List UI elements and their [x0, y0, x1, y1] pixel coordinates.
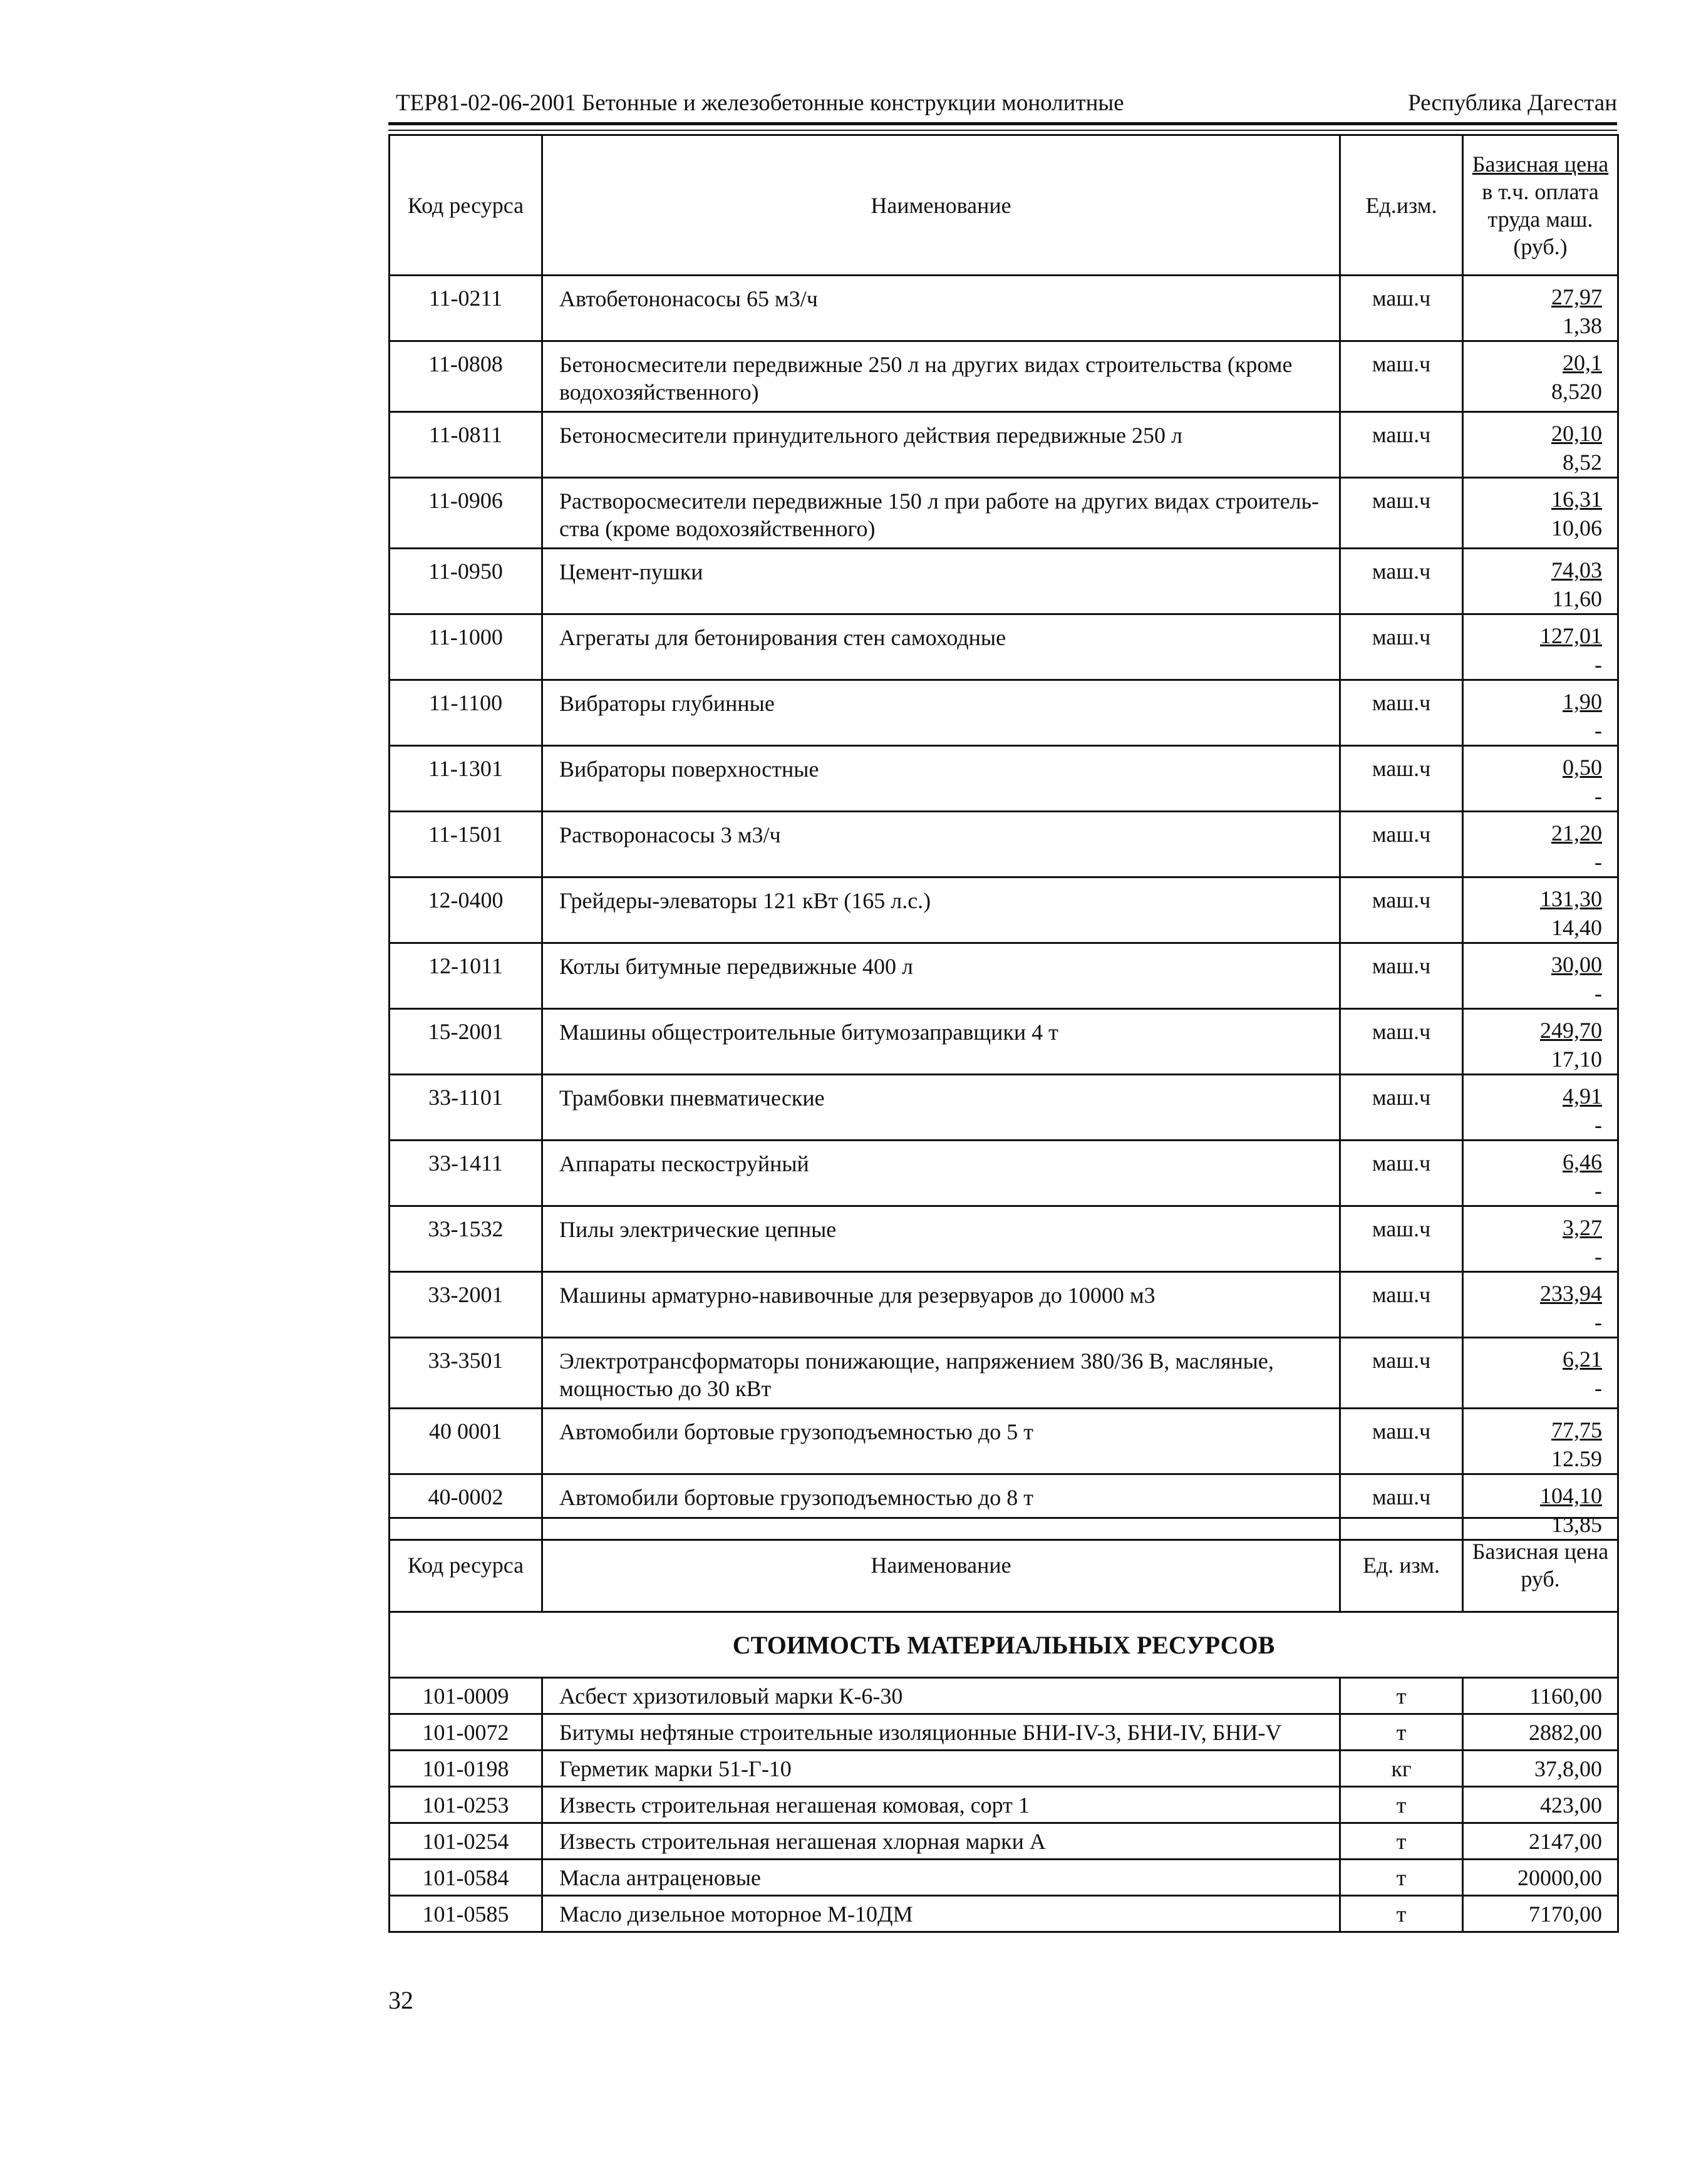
resource-price-cell: [1463, 341, 1618, 412]
resource-price-cell: [1463, 812, 1618, 877]
column-header-name: Наименование: [542, 135, 1340, 276]
resource-code: 40-0002: [390, 1474, 542, 1540]
resource-code: 33-2001: [390, 1272, 542, 1338]
base-price: 0,50: [1563, 755, 1602, 780]
resource-name: Машины общестроительные битумозаправщики 4 т: [542, 1009, 1340, 1075]
operator-wage: 8,520: [1551, 379, 1602, 404]
resource-code: 11-0811: [390, 412, 542, 478]
resource-name: Растворосмесители передвижные 150 л при работе на других видах строитель-ства (кроме водохозяйственного): [542, 478, 1340, 549]
resource-unit: маш.ч: [1340, 549, 1463, 614]
resource-unit: т: [1340, 1823, 1463, 1860]
price-header-line1: Базисная цена: [1472, 1538, 1609, 1564]
resource-name: Вибраторы глубинные: [542, 680, 1340, 746]
column-header-code: Код ресурса: [390, 1518, 542, 1612]
resource-unit: маш.ч: [1340, 614, 1463, 680]
resource-unit: маш.ч: [1340, 943, 1463, 1009]
resource-name: Известь строительная негашеная хлорная марки А: [542, 1823, 1340, 1860]
operator-wage: -: [1595, 849, 1602, 874]
resource-name: Аппараты пескоструйный: [542, 1141, 1340, 1206]
resource-price-cell: [1463, 1409, 1618, 1474]
resource-price-cell: [1463, 549, 1618, 614]
base-price: 127,01: [1540, 623, 1602, 648]
resource-price: 2882,00: [1463, 1714, 1618, 1751]
resource-code: 11-0950: [390, 549, 542, 614]
operator-wage: 10,06: [1551, 515, 1602, 541]
resource-code: 33-1411: [390, 1141, 542, 1206]
base-price: 6,46: [1563, 1149, 1602, 1174]
operator-wage: -: [1595, 1112, 1602, 1137]
resource-code: 101-0254: [390, 1823, 542, 1860]
document-title: ТЕР81-02-06-2001 Бетонные и железобетонные конструкции монолитные: [396, 90, 1124, 116]
resource-code: 11-1301: [390, 746, 542, 812]
base-price: 1,90: [1563, 689, 1602, 714]
resource-unit: маш.ч: [1340, 1141, 1463, 1206]
resource-code: 101-0253: [390, 1787, 542, 1823]
table-row: [390, 746, 1618, 812]
operator-wage: 13,85: [1551, 1512, 1602, 1537]
table-row: [390, 1141, 1618, 1206]
table-row: [390, 1823, 1618, 1860]
table-row: [390, 1714, 1618, 1751]
resource-price-cell: [1463, 1272, 1618, 1338]
materials-table: [388, 1517, 1619, 1933]
base-price: 249,70: [1540, 1018, 1602, 1043]
table-row: [390, 1075, 1618, 1141]
resource-price-cell: [1463, 1009, 1618, 1075]
base-price: 27,97: [1551, 284, 1602, 309]
price-header-line4: (руб.): [1513, 234, 1568, 259]
page-number: 32: [388, 1986, 413, 2014]
base-price: 3,27: [1563, 1215, 1602, 1240]
resource-unit: маш.ч: [1340, 877, 1463, 943]
base-price: 233,94: [1540, 1281, 1602, 1306]
resource-unit: т: [1340, 1860, 1463, 1896]
materials-header-row: [390, 1518, 1618, 1612]
resource-name: Растворонасосы 3 м3/ч: [542, 812, 1340, 877]
resource-name: Цемент-пушки: [542, 549, 1340, 614]
resource-price-cell: [1463, 412, 1618, 478]
table-row: [390, 1338, 1618, 1409]
region-name: Республика Дагестан: [1408, 90, 1617, 116]
table-row: [390, 1860, 1618, 1896]
table-row: [390, 341, 1618, 412]
resource-unit: маш.ч: [1340, 1009, 1463, 1075]
resource-price-cell: [1463, 877, 1618, 943]
table-row: [390, 1896, 1618, 1932]
resource-code: 11-0808: [390, 341, 542, 412]
resource-name: Бетоносмесители принудительного действия передвижные 250 л: [542, 412, 1340, 478]
header-rule-thin: [388, 130, 1617, 131]
resource-price: 423,00: [1463, 1787, 1618, 1823]
operator-wage: -: [1595, 652, 1602, 677]
resource-name: Электротрансформаторы понижающие, напряжением 380/36 В, масляные, мощностью до 30 кВт: [542, 1338, 1340, 1409]
base-price: 6,21: [1563, 1347, 1602, 1372]
table-row: [390, 1206, 1618, 1272]
base-price: 131,30: [1540, 886, 1602, 911]
resource-price: 20000,00: [1463, 1860, 1618, 1896]
resource-price: 37,8,00: [1463, 1751, 1618, 1787]
resource-name: Масла антраценовые: [542, 1860, 1340, 1896]
resource-name: Трамбовки пневматические: [542, 1075, 1340, 1141]
resource-unit: маш.ч: [1340, 341, 1463, 412]
table-row: [390, 1787, 1618, 1823]
column-header-name: Наименование: [542, 1518, 1340, 1612]
price-header-line2: руб.: [1521, 1566, 1560, 1591]
resource-unit: маш.ч: [1340, 746, 1463, 812]
resource-name: Асбест хризотиловый марки К-6-30: [542, 1678, 1340, 1714]
resource-name: Масло дизельное моторное М-10ДМ: [542, 1896, 1340, 1932]
resource-unit: маш.ч: [1340, 478, 1463, 549]
resource-price-cell: [1463, 943, 1618, 1009]
table-row: [390, 812, 1618, 877]
base-price: 74,03: [1551, 557, 1602, 582]
resource-code: 11-0906: [390, 478, 542, 549]
resource-price-cell: [1463, 680, 1618, 746]
table-row: [390, 478, 1618, 549]
header-rule: [388, 122, 1617, 125]
resource-code: 15-2001: [390, 1009, 542, 1075]
column-header-price: [1463, 135, 1618, 276]
column-header-price: [1463, 1518, 1618, 1612]
resource-name: Герметик марки 51-Г-10: [542, 1751, 1340, 1787]
resource-unit: маш.ч: [1340, 1409, 1463, 1474]
resource-unit: т: [1340, 1787, 1463, 1823]
resource-code: 101-0198: [390, 1751, 542, 1787]
resource-price: 1160,00: [1463, 1678, 1618, 1714]
resource-price-cell: [1463, 478, 1618, 549]
operator-wage: -: [1595, 718, 1602, 743]
resource-unit: т: [1340, 1896, 1463, 1932]
base-price: 20,1: [1563, 350, 1602, 375]
resource-unit: маш.ч: [1340, 680, 1463, 746]
table-row: [390, 614, 1618, 680]
table-row: [390, 1678, 1618, 1714]
resource-code: 11-1000: [390, 614, 542, 680]
resource-price-cell: [1463, 1206, 1618, 1272]
operator-wage: 12.59: [1551, 1446, 1602, 1471]
page-header: [388, 88, 1617, 119]
base-price: 20,10: [1551, 421, 1602, 446]
section-title: СТОИМОСТЬ МАТЕРИАЛЬНЫХ РЕСУРСОВ: [390, 1612, 1618, 1678]
resource-name: Бетоносмесители передвижные 250 л на других видах строительства (кроме водохозяйственного): [542, 341, 1340, 412]
resource-code: 101-0585: [390, 1896, 542, 1932]
machines-header-row: [390, 135, 1618, 276]
resource-name: Автомобили бортовые грузоподъемностью до 8 т: [542, 1474, 1340, 1540]
price-header-line3: труда маш.: [1487, 206, 1593, 232]
resource-unit: маш.ч: [1340, 1338, 1463, 1409]
resource-code: 12-0400: [390, 877, 542, 943]
price-header-line1: Базисная цена: [1472, 151, 1609, 177]
operator-wage: 17,10: [1551, 1047, 1602, 1072]
operator-wage: -: [1595, 784, 1602, 809]
resource-code: 33-1101: [390, 1075, 542, 1141]
resource-price-cell: [1463, 1338, 1618, 1409]
base-price: 16,31: [1551, 487, 1602, 512]
column-header-unit: Ед.изм.: [1340, 135, 1463, 276]
operator-wage: 14,40: [1551, 915, 1602, 940]
resource-name: Пилы электрические цепные: [542, 1206, 1340, 1272]
resource-code: 40 0001: [390, 1409, 542, 1474]
resource-name: Битумы нефтяные строительные изоляционные БНИ-IV-3, БНИ-IV, БНИ-V: [542, 1714, 1340, 1751]
table-row: [390, 1272, 1618, 1338]
operator-wage: -: [1595, 1310, 1602, 1335]
resource-name: Вибраторы поверхностные: [542, 746, 1340, 812]
resource-code: 11-1501: [390, 812, 542, 877]
resource-price-cell: [1463, 746, 1618, 812]
resource-name: Котлы битумные передвижные 400 л: [542, 943, 1340, 1009]
resource-unit: кг: [1340, 1751, 1463, 1787]
resource-name: Грейдеры-элеваторы 121 кВт (165 л.с.): [542, 877, 1340, 943]
operator-wage: 8,52: [1563, 450, 1602, 475]
operator-wage: -: [1595, 1375, 1602, 1400]
resource-name: Автобетононасосы 65 м3/ч: [542, 276, 1340, 341]
resource-name: Автомобили бортовые грузоподъемностью до 5 т: [542, 1409, 1340, 1474]
resource-unit: маш.ч: [1340, 1206, 1463, 1272]
base-price: 4,91: [1563, 1084, 1602, 1109]
resource-unit: маш.ч: [1340, 276, 1463, 341]
resource-price: 2147,00: [1463, 1823, 1618, 1860]
resource-unit: маш.ч: [1340, 1474, 1463, 1540]
resource-price-cell: [1463, 1075, 1618, 1141]
resource-code: 11-1100: [390, 680, 542, 746]
operator-wage: -: [1595, 1178, 1602, 1203]
operator-wage: -: [1595, 1244, 1602, 1269]
resource-price-cell: [1463, 614, 1618, 680]
column-header-code: Код ресурса: [390, 135, 542, 276]
table-row: [390, 549, 1618, 614]
resource-code: 11-0211: [390, 276, 542, 341]
resource-code: 101-0009: [390, 1678, 542, 1714]
table-row: [390, 412, 1618, 478]
operator-wage: 1,38: [1563, 313, 1602, 338]
table-row: [390, 276, 1618, 341]
resource-name: Агрегаты для бетонирования стен самоходные: [542, 614, 1340, 680]
table-row: [390, 1751, 1618, 1787]
resource-code: 12-1011: [390, 943, 542, 1009]
resource-price-cell: [1463, 1141, 1618, 1206]
base-price: 77,75: [1551, 1417, 1602, 1442]
table-row: [390, 1009, 1618, 1075]
resource-price-cell: [1463, 276, 1618, 341]
resource-unit: т: [1340, 1714, 1463, 1751]
table-row: [390, 877, 1618, 943]
operator-wage: 11,60: [1552, 586, 1602, 611]
base-price: 30,00: [1551, 952, 1602, 977]
price-header-line2: в т.ч. оплата: [1482, 179, 1599, 204]
table-row: [390, 943, 1618, 1009]
resource-name: Известь строительная негашеная комовая, сорт 1: [542, 1787, 1340, 1823]
machines-table: [388, 134, 1619, 1541]
resource-code: 101-0072: [390, 1714, 542, 1751]
resource-code: 101-0584: [390, 1860, 542, 1896]
resource-unit: маш.ч: [1340, 1272, 1463, 1338]
table-row: [390, 680, 1618, 746]
operator-wage: -: [1595, 981, 1602, 1006]
resource-price: 7170,00: [1463, 1896, 1618, 1932]
table-row: [390, 1409, 1618, 1474]
resource-name: Машины арматурно-навивочные для резервуаров до 10000 м3: [542, 1272, 1340, 1338]
resource-unit: т: [1340, 1678, 1463, 1714]
column-header-unit: Ед. изм.: [1340, 1518, 1463, 1612]
resource-unit: маш.ч: [1340, 812, 1463, 877]
resource-unit: маш.ч: [1340, 1075, 1463, 1141]
resource-unit: маш.ч: [1340, 412, 1463, 478]
base-price: 21,20: [1551, 820, 1602, 846]
resource-code: 33-1532: [390, 1206, 542, 1272]
base-price: 104,10: [1540, 1483, 1602, 1508]
section-row: [390, 1612, 1618, 1678]
resource-code: 33-3501: [390, 1338, 542, 1409]
